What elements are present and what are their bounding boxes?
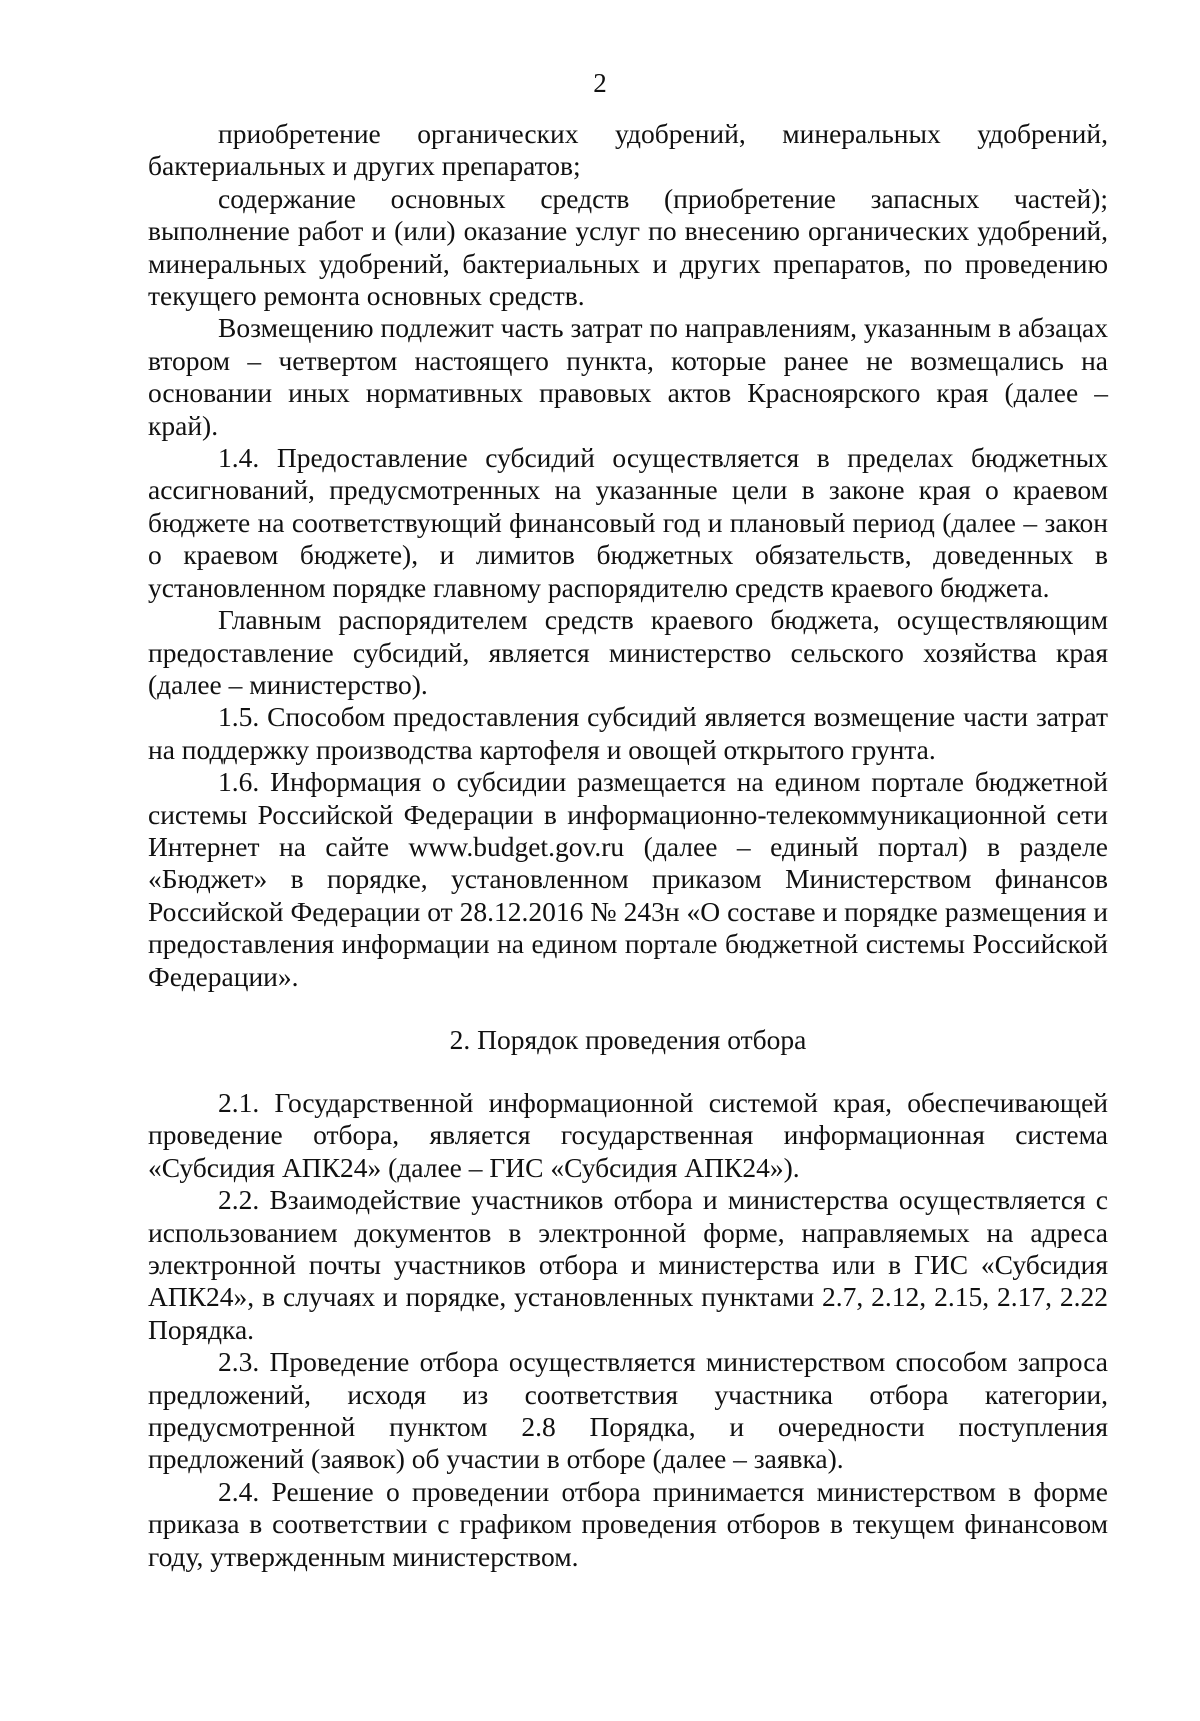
paragraph-2-1: 2.1. Государственной информационной системой края, обеспечивающей проведение отбора, является государственная информационная система «Субсидия АПК24» (далее – ГИС «Субсидия АПК24»).: [148, 1086, 1108, 1183]
page-number: 2: [593, 68, 607, 98]
paragraph-fixed-assets: содержание основных средств (приобретение запасных частей); выполнение работ и (или) оказание услуг по внесению органических удобрений, минеральных удобрений, бактериальных и других препаратов, по проведению текущего ремонта основных средств.: [148, 182, 1108, 312]
document-body: [148, 118, 1108, 1573]
paragraph-1-6: 1.6. Информация о субсидии размещается на едином портале бюджетной системы Российской Федерации в информационно-телекоммуникационной сети Интернет на сайте www.budget.gov.ru (далее – единый портал) в разделе «Бюджет» в порядке, установленном приказом Министерством финансов Российской Федерации от 28.12.2016 № 243н «О составе и порядке размещения и предоставления информации на едином портале бюджетной системы Российской Федерации».: [148, 766, 1108, 992]
paragraph-1-5: 1.5. Способом предоставления субсидий является возмещение части затрат на поддержку производства картофеля и овощей открытого грунта.: [148, 701, 1108, 765]
paragraph-2-3: 2.3. Проведение отбора осуществляется министерством способом запроса предложений, исходя из соответствия участника отбора категории, предусмотренной пунктом 2.8 Порядка, и очередности поступления предложений (заявок) об участии в отборе (далее – заявка).: [148, 1346, 1108, 1475]
section-heading: 2. Порядок проведения отбора: [449, 1023, 807, 1055]
paragraph-2-2: 2.2. Взаимодействие участников отбора и министерства осуществляется с использованием документов в электронной форме, направляемых на адреса электронной почты участников отбора и министерства или в ГИС «Субсидия АПК24», в случаях и порядке, установленных пунктами 2.7, 2.12, 2.15, 2.17, 2.22 Порядка.: [148, 1184, 1108, 1345]
paragraph-1-4: 1.4. Предоставление субсидий осуществляется в пределах бюджетных ассигнований, предусмотренных на указанные цели в законе края о краевом бюджете на соответствующий финансовый год и плановый период (далее – закон о краевом бюджете), и лимитов бюджетных обязательств, доведенных в установленном порядке главному распорядителю средств краевого бюджета.: [148, 442, 1108, 603]
paragraph-reimbursement-scope: Возмещению подлежит часть затрат по направлениям, указанным в абзацах втором – четвертом настоящего пункта, которые ранее не возмещались на основании иных нормативных правовых актов Красноярского края (далее – край).: [148, 312, 1108, 441]
paragraph-fertilizer-purchase: приобретение органических удобрений, минеральных удобрений, бактериальных и других препаратов;: [148, 118, 1108, 182]
paragraph-2-4: 2.4. Решение о проведении отбора принимается министерством в форме приказа в соответствии с графиком проведения отборов в текущем финансовом году, утвержденным министерством.: [148, 1475, 1108, 1572]
paragraph-chief-administrator: Главным распорядителем средств краевого бюджета, осуществляющим предоставление субсидий, является министерство сельского хозяйства края (далее – министерство).: [148, 604, 1108, 700]
